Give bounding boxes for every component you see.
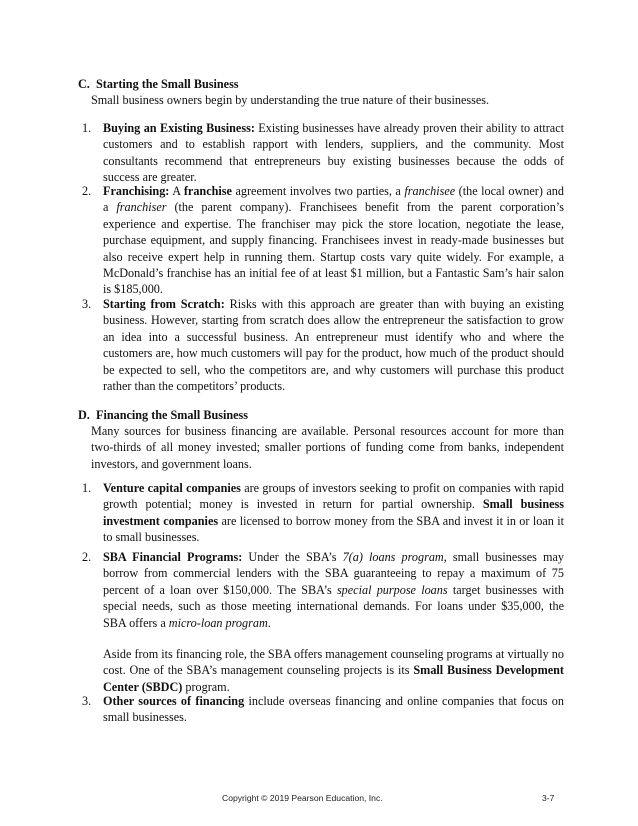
item-number: 3. (82, 297, 92, 311)
item-heading: Other sources of financing (103, 694, 245, 708)
term-sbic: Small business investment companies (103, 497, 564, 528)
section-c-item-3 (82, 296, 564, 394)
section-c-item-1 (82, 120, 564, 186)
item-text: (the local owner) and a (103, 184, 564, 215)
section-c-intro: Small business owners begin by understanding the true nature of their businesses. (91, 93, 490, 107)
item-text: agreement involves two parties, a (231, 184, 405, 198)
section-c-letter: C. (78, 77, 90, 91)
item-text: Aside from its financing role, the SBA offers management counseling programs at virtually no cost. One of the SBA’s management counseling projects is its (103, 647, 564, 678)
section-d-item-2 (82, 549, 564, 695)
term-special-purpose-loans: special purpose loans (336, 582, 448, 597)
footer-page-number: 3-7 (542, 793, 555, 803)
item-text: include overseas financing and online companies that focus on small businesses. (103, 694, 564, 725)
term-franchise: franchise (183, 184, 232, 198)
section-c-item-2 (82, 183, 564, 298)
item-text: Existing businesses have already proven their ability to attract customers and to establish rapport with lenders, suppliers, and the community. Most consultants recommend that entrepreneurs buy existing businesses because the odds of success are greater. (103, 121, 564, 185)
item-number: 2. (82, 550, 92, 564)
item-body (103, 296, 564, 394)
section-d-item-1 (82, 480, 564, 546)
item-text: . (267, 615, 271, 630)
item-body (103, 183, 564, 298)
section-d-letter: D. (78, 408, 90, 422)
term-7a-loans: 7(a) loans program, (342, 550, 447, 564)
section-d-title: Financing the Small Business (96, 408, 249, 422)
item-text: target businesses with special needs, such as those meeting international demands. For loans under $35,000, the SBA offers a (103, 582, 564, 630)
item-text: Risks with this approach are greater than with buying an existing business. However, starting from scratch does allow the entrepreneur the satisfaction to grow an idea into a successful business. An entrepreneur must identify who and where the customers are, how much customers will pay for the product, how much of the product should be expected to sell, who the competitors are, and why customers will purchase this product rather than the competitors’ products. (103, 297, 564, 394)
term-franchiser: franchiser (116, 200, 167, 215)
section-d-item-3 (82, 693, 564, 726)
item-text: (the parent company). Franchisees benefit from the parent corporation’s experience and expertise. The franchiser may pick the store location, negotiate the lease, purchase equipment, and supply financing. Franchisees invest in ready-made businesses but also receive expert help in running them. Startup costs vary quite widely. For example, a McDonald’s franchise has an initial fee of at least $1 million, but a Fantastic Sam’s hair salon is $185,000. (103, 200, 564, 297)
item-heading: Venture capital companies (103, 481, 241, 495)
item-number: 1. (82, 481, 92, 495)
item-number: 3. (82, 694, 92, 708)
item-number: 2. (82, 184, 92, 198)
term-micro-loan: micro-loan program (168, 615, 268, 630)
section-d-intro: Many sources for business financing are available. Personal resources account for more than two-thirds of all money invested; smaller portions of funding come from banks, independent investors, and government loans. (91, 424, 564, 471)
term-sbdc: Small Business Development Center (SBDC) (103, 663, 564, 694)
item-heading: Franchising: (103, 184, 170, 198)
item-text: program. (182, 679, 230, 694)
item-body (103, 549, 564, 631)
item-body-paragraph-2 (103, 646, 564, 695)
item-body (103, 480, 564, 546)
item-heading: SBA Financial Programs: (103, 550, 243, 564)
item-heading: Buying an Existing Business: (103, 121, 255, 135)
item-text: are licensed to borrow money from the SBA and invest it in or loan it to small businesses. (103, 513, 564, 545)
section-d-heading (78, 407, 248, 423)
item-text: small businesses may borrow from commercial lenders with the SBA guaranteeing to repay a maximum of 75 percent of a loan over $150,000. The SBA’s (103, 550, 564, 597)
item-text: are groups of investors seeking to profit on companies with rapid growth potential; money is invested in return for partial ownership. (103, 481, 565, 512)
item-heading: Starting from Scratch: (103, 297, 225, 311)
item-text: Under the SBA’s (242, 550, 343, 564)
item-body (103, 693, 564, 726)
item-body (103, 120, 564, 186)
footer-copyright: Copyright © 2019 Pearson Education, Inc. (222, 793, 383, 803)
section-c-heading (78, 76, 239, 92)
term-franchisee: franchisee (404, 184, 456, 198)
item-text: A (169, 184, 184, 198)
item-number: 1. (82, 121, 92, 135)
section-c-title: Starting the Small Business (96, 77, 239, 91)
